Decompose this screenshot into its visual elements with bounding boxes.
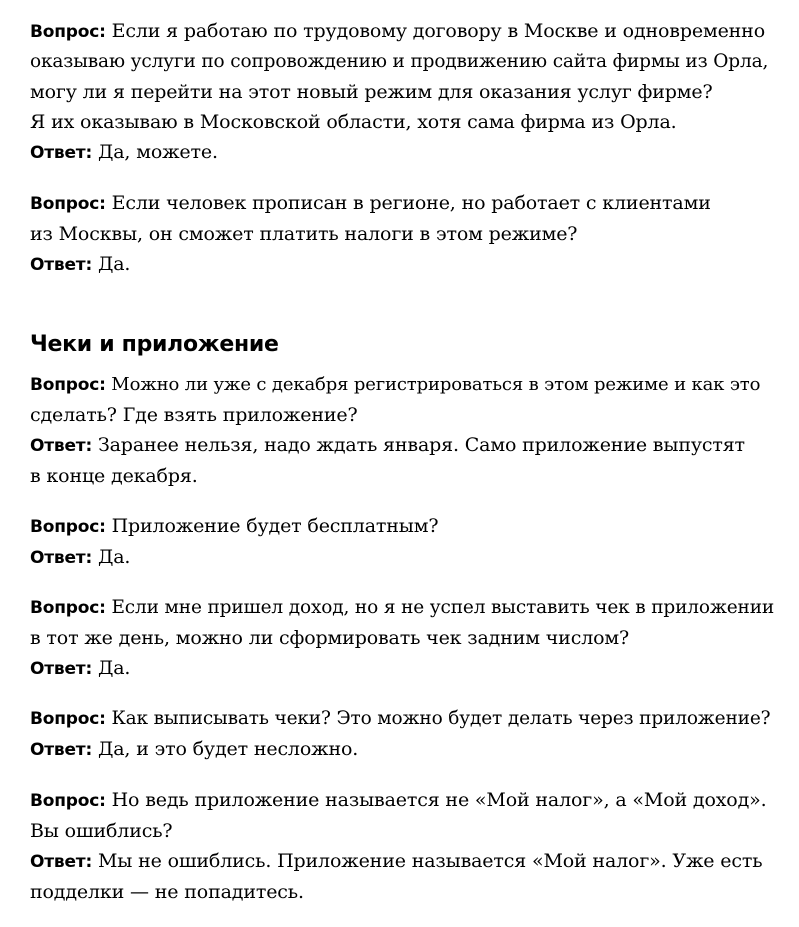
question-text: Приложение будет бесплатным? (111, 515, 439, 537)
question-label: Вопрос: (30, 791, 106, 811)
question-text: Я их оказываю в Московской области, хотя сама фирма из Орла. (30, 111, 677, 133)
answer-label: Ответ: (30, 548, 93, 568)
answer-text: Да. (97, 546, 131, 568)
answer-label: Ответ: (30, 659, 93, 679)
question-label: Вопрос: (30, 517, 106, 537)
qa-item (30, 188, 775, 280)
question-text: Если мне пришел доход, но я не успел выставить чек в приложении (111, 597, 775, 618)
question-text: оказываю услуги по сопровождению и продвижению сайта фирмы из Орла, (30, 51, 769, 72)
question-text: в тот же день, можно ли сформировать чек задним числом? (30, 627, 630, 649)
answer-text: Мы не ошиблись. Приложение называется «Мой налог». Уже есть (97, 850, 763, 872)
answer-text: Заранее нельзя, надо ждать января. Само приложение выпустят (97, 434, 745, 456)
answer-text: в конце декабря. (30, 465, 198, 487)
answer-text: Да, можете. (97, 141, 218, 163)
question-text: Но ведь приложение называется не «Мой налог», а «Мой доход». (111, 789, 767, 811)
qa-item (30, 785, 775, 907)
answer-line (30, 430, 775, 461)
question-label: Вопрос: (30, 375, 106, 395)
qa-item (30, 16, 775, 168)
answer-label: Ответ: (30, 255, 93, 275)
question-text: Если я работаю по трудовому договору в Москве и одновременно (111, 20, 765, 42)
question-line (30, 370, 775, 400)
qa-item (30, 511, 775, 573)
question-line (30, 593, 775, 623)
answer-text: Да. (97, 253, 131, 275)
answer-line (30, 653, 775, 684)
question-text: Вы ошиблись? (30, 820, 173, 842)
question-line (30, 16, 775, 47)
answer-label: Ответ: (30, 852, 93, 872)
article-body (30, 16, 775, 927)
answer-line (30, 846, 775, 877)
question-text: из Москвы, он сможет платить налоги в этом режиме? (30, 223, 578, 245)
answer-text: подделки — не попадитесь. (30, 881, 304, 903)
question-line (30, 704, 775, 734)
answer-line (30, 542, 775, 573)
answer-text: Да. (97, 657, 131, 679)
answer-label: Ответ: (30, 436, 93, 456)
answer-line (30, 249, 775, 280)
qa-item (30, 704, 775, 765)
question-label: Вопрос: (30, 194, 106, 214)
question-text: могу ли я перейти на этот новый режим для оказания услуг фирме? (30, 81, 713, 103)
section-title: Чеки и приложение (30, 332, 279, 357)
question-text: Если человек прописан в регионе, но работает с клиентами (111, 192, 711, 214)
answer-label: Ответ: (30, 740, 93, 760)
question-label: Вопрос: (30, 598, 106, 618)
question-line (30, 511, 775, 542)
question-line (30, 785, 775, 816)
question-text: сделать? Где взять приложение? (30, 404, 358, 426)
qa-item (30, 593, 775, 684)
answer-label: Ответ: (30, 143, 93, 163)
question-label: Вопрос: (30, 22, 106, 42)
answer-line (30, 734, 775, 765)
answer-text: Да, и это будет несложно. (97, 738, 359, 760)
question-line (30, 188, 775, 219)
question-label: Вопрос: (30, 709, 106, 729)
question-text: Можно ли уже с декабря регистрироваться в этом режиме и как это (111, 374, 761, 395)
question-text: Как выписывать чеки? Это можно будет делать через приложение? (111, 708, 771, 729)
answer-line (30, 137, 775, 168)
qa-item (30, 370, 775, 491)
